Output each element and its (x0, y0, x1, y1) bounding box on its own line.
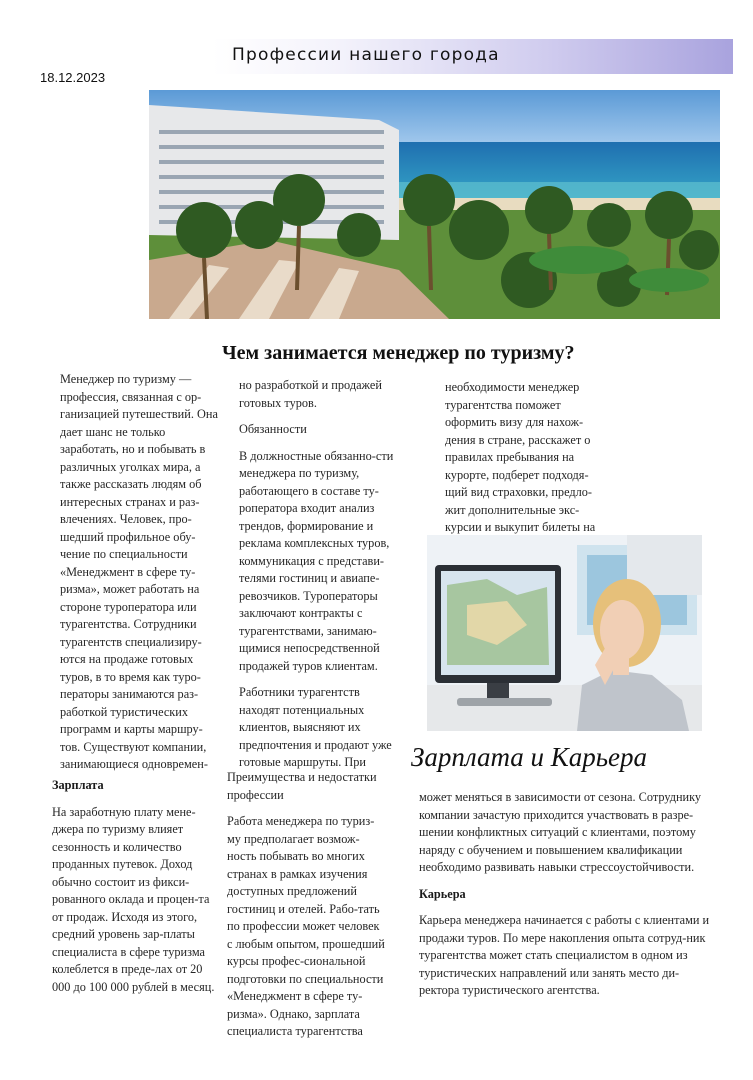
col2-paragraph-1: но разработкой и продажей готовых туров. (239, 378, 382, 410)
career-paragraph: Карьера менеджера начинается с работы с клиентами и продажи туров. По мере накопления опыта сотруд-ник турагентства может стать специалистом в одном из туристических направлений или занять место ди-ректора туристического агентства. (419, 913, 710, 997)
manager-illustration (427, 535, 702, 731)
hero-resort-photo (149, 90, 720, 319)
duties-heading: Обязанности (239, 422, 307, 436)
manager-at-computer-photo (427, 535, 702, 731)
salary-column (52, 777, 218, 1005)
pros-cons-heading: Преимущества и недостатки профессии (227, 770, 377, 802)
pros-cons-paragraph: Работа менеджера по туриз-му предполагает возмож-ность побывать во многих странах в рамках изучения доступных предложений гостиниц и отелей. Рабо-тать по профессии может человек с любым опытом, прошедший курсы профес-сиональной подготовки по специальности «Менеджмент в сфере ту-ризма». Однако, зарплата специалиста турагентства (227, 814, 385, 1038)
article-column-2 (239, 377, 400, 781)
salary-paragraph: На заработную плату мене-джера по туризму влияет сезонность и количество проданных путевок. Доход обычно состоит из фикси-рованного оклада и процен-та от продаж. Исходя из этого, средний уровень зар-платы специалиста в сфере туризма колеблется в преде-лах от 20 000 до 100 000 рублей в месяц. (52, 804, 215, 994)
resort-illustration (149, 90, 720, 319)
col1-paragraph: Менеджер по туризму — профессия, связанная с ор-ганизацией путешествий. Она дает шанс не только заработать, но и побывать в различных уголках мира, а также рассказать людям об интересных странах и раз-влечениях. Человек, про-шедший профильное обу-чение по специальности «Менеджмент в сфере ту-ризма», может работать на стороне туроператора или турагентства. Сотрудники турагентств специализиру-ются на продаже готовых туров, в то время как туро-ператоры занимаются раз-работкой туристических программ и карты маршру-тов. Существуют компании, занимающиеся одновремен- (60, 372, 218, 771)
career-column (419, 789, 713, 1009)
continuation-paragraph: может меняться в зависимости от сезона. Сотруднику компании зачастую приходится участвовать в разре-шении конфликтных ситуаций с клиентами, поэтому наряду с обучением и повышением квалификации необходимо развивать навыки стрессоустойчивости. (419, 790, 702, 874)
col3-paragraph: необходимости менеджер турагентства поможет оформить визу для нахож-дения в стране, расскажет о правилах пребывания на курорте, подберет подходя-щий вид страховки, предло-жит дополнительные экс-курсии и выкупит билеты на (445, 380, 596, 534)
article-column-1 (60, 371, 221, 783)
career-heading: Карьера (419, 886, 466, 901)
article-headline: Чем занимается менеджер по туризму? (222, 342, 575, 364)
article-column-3 (445, 379, 605, 546)
issue-date: 18.12.2023 (40, 70, 106, 85)
page-header-title: Профессии нашего города (232, 45, 500, 65)
salary-heading: Зарплата (52, 778, 104, 792)
pros-cons-column (227, 769, 385, 1050)
col2-paragraph-2: В должностные обязанно-сти менеджера по туризму, работающего в составе ту-роператора входит анализ трендов, формирование и реклама комплексных туров, коммуникация с представи-телями гостиниц и авиапе-ревозчиков. Туроператоры заключают контракты с турагентствами, занимаю-щимися непосредственной продажей туров клиентам. (239, 448, 394, 673)
col2-paragraph-3: Работники турагентств находят потенциальных клиентов, выясняют их предпочтения и продают уже готовые маршруты. При (239, 685, 392, 769)
section-title-salary-career: Зарплата и Карьера (411, 742, 647, 772)
